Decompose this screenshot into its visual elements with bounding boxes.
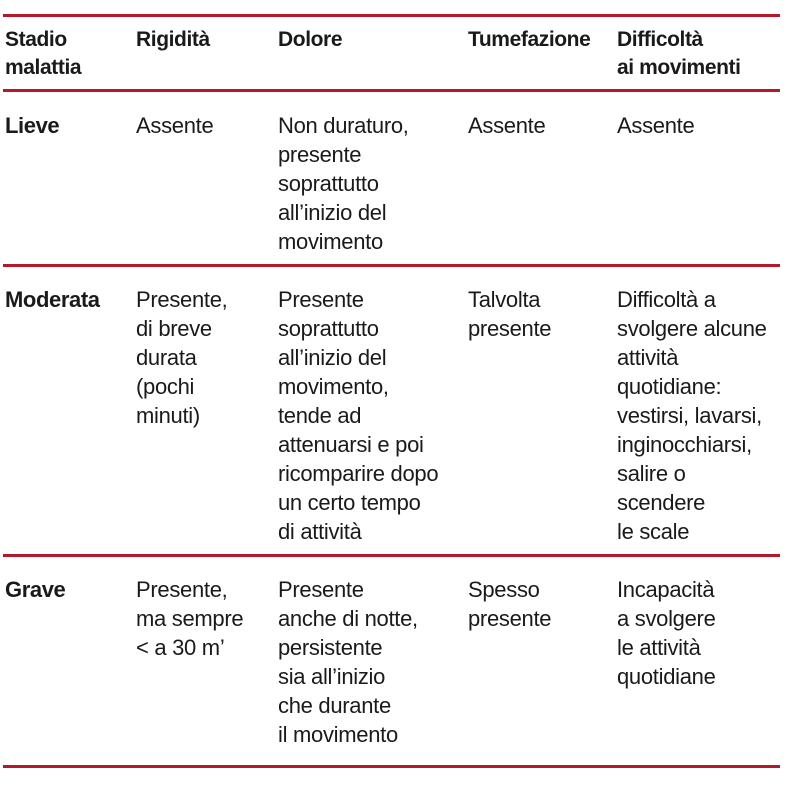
- swelling-cell: Talvolta presente: [468, 287, 552, 341]
- swelling-cell: Assente: [468, 113, 546, 138]
- pain-cell: Presente anche di notte, persistente sia all’inizio che durante il movimento: [278, 577, 418, 747]
- swelling-cell: Spesso presente: [468, 577, 552, 631]
- header-pain: Dolore: [278, 28, 343, 51]
- header-movement-difficulty: Difficoltà ai movimenti: [617, 28, 741, 79]
- stage-label: Lieve: [5, 113, 60, 138]
- header-rule: [3, 89, 780, 92]
- header-stage: Stadio malattia: [5, 28, 82, 79]
- row-divider: [3, 554, 780, 557]
- stage-label: Moderata: [5, 287, 100, 312]
- bottom-rule: [3, 765, 780, 768]
- movement-difficulty-cell: Assente: [617, 113, 695, 138]
- stiffness-cell: Assente: [136, 113, 214, 138]
- stiffness-cell: Presente, ma sempre < a 30 m’: [136, 577, 244, 660]
- top-rule: [3, 14, 780, 17]
- movement-difficulty-cell: Difficoltà a svolgere alcune attività quotidiane: vestirsi, lavarsi, inginocchiarsi, salire o scendere le scale: [617, 287, 767, 544]
- movement-difficulty-cell: Incapacità a svolgere le attività quotidiane: [617, 577, 716, 689]
- stiffness-cell: Presente, di breve durata (pochi minuti): [136, 287, 228, 428]
- pain-cell: Presente soprattutto all’inizio del movimento, tende ad attenuarsi e poi ricomparire dopo un certo tempo di attività: [278, 287, 439, 544]
- pain-cell: Non duraturo, presente soprattutto all’inizio del movimento: [278, 113, 409, 254]
- header-swelling: Tumefazione: [468, 28, 591, 51]
- stage-label: Grave: [5, 577, 66, 602]
- row-divider: [3, 264, 780, 267]
- header-stiffness: Rigidità: [136, 28, 210, 51]
